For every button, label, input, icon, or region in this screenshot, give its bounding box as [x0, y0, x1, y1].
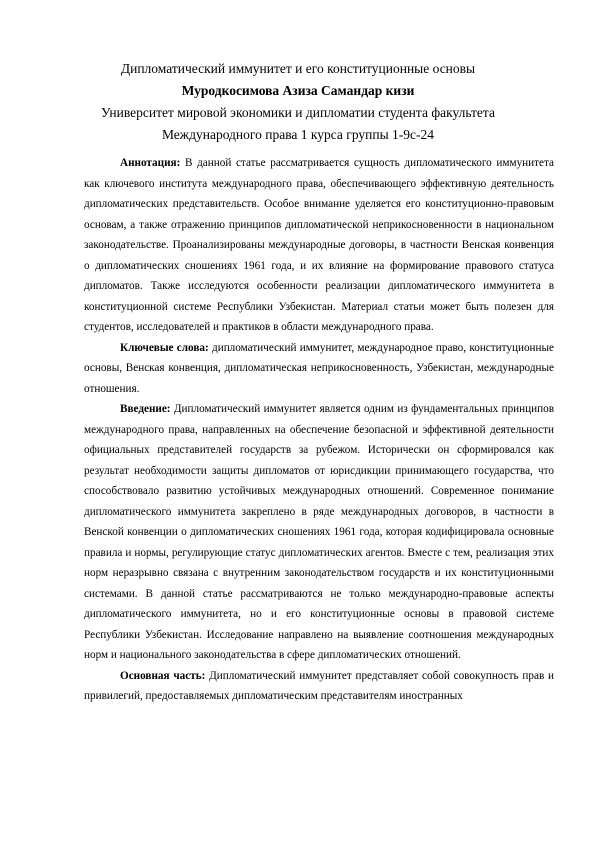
paper-body [84, 153, 554, 707]
keywords-label: Ключевые слова: [120, 341, 209, 354]
introduction-text: Дипломатический иммунитет является одним из фундаментальных принципов международного права, направленных на обеспечение безопасной и эффективной деятельности официальных представителей государств за рубежом. Исторически он сформировался как результат необходимости защиты дипломатов от юрисдикции принимающего государства, что способствовало развитию устойчивых международных отношений. Современное понимание дипломатического иммунитета закреплено в ряде международных договоров, в частности в Венской конвенции о дипломатических сношениях 1961 года, которая кодифицировала основные правила и нормы, регулирующие статус дипломатических агентов. Вместе с тем, реализация этих норм неразрывно связана с внутренним законодательством государств и их конституционными системами. В данной статье рассматриваются не только международно-правовые аспекты дипломатического иммунитета, но и его конституционные основы в правовой системе Республики Узбекистан. Исследование направлено на выявление соотношения международных норм и национального законодательства в сфере дипломатических отношений. [84, 403, 554, 661]
introduction-label: Введение: [120, 403, 171, 415]
main-part-text: Дипломатический иммунитет представляет собой совокупность прав и привилегий, предоставляемых дипломатическим представителям иностранных [84, 669, 554, 702]
main-part-paragraph [84, 666, 554, 707]
introduction-paragraph [84, 399, 554, 666]
abstract-paragraph [84, 153, 554, 338]
main-part-label: Основная часть: [120, 669, 206, 682]
paper-header [60, 58, 536, 146]
keywords-paragraph [84, 338, 554, 400]
abstract-text: В данной статье рассматривается сущность дипломатического иммунитета как ключевого института международного права, обеспечивающего эффективную деятельность дипломатических представительств. Особое внимание уделяется его конституционно-правовым основам, а также отражению принципов дипломатической неприкосновенности в национальном законодательстве. Проанализированы международные договоры, в частности Венская конвенция о дипломатических сношениях 1961 года, и их влияние на формирование правового статуса дипломатов. Также исследуются особенности реализации дипломатического иммунитета в конституционной системе Республики Узбекистан. Материал статьи может быть полезен для студентов, исследователей и практиков в области международного права. [84, 157, 554, 333]
paper-title: Дипломатический иммунитет и его конституционные основы [120, 61, 476, 76]
author-name: Муродкосимова Азиза Самандар кизи [181, 83, 415, 98]
affiliation-line-1: Университет мировой экономики и дипломатии студента факультета [101, 105, 495, 120]
abstract-label: Аннотация: [120, 157, 181, 169]
keywords-text: дипломатический иммунитет, международное право, конституционные основы, Венская конвенция, дипломатическая неприкосновенность, Узбекистан, международные отношения. [84, 341, 555, 395]
affiliation-line-2: Международного права 1 курса группы 1-9с-24 [161, 127, 435, 142]
